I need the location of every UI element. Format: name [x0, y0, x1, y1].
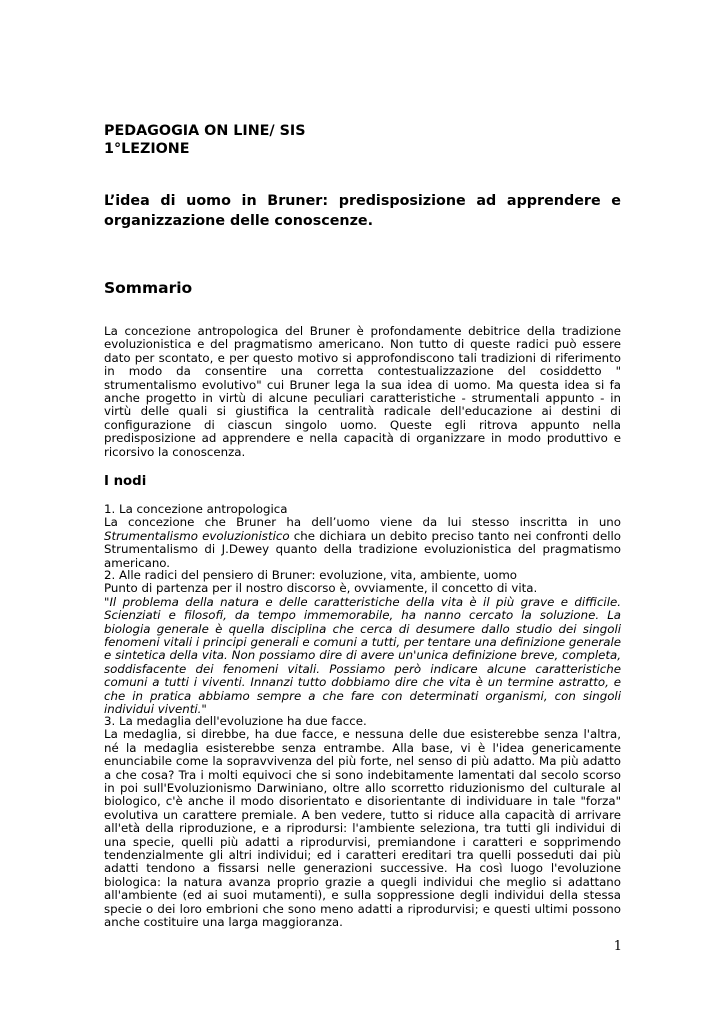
quote-text-part2: biologia generale è quella disciplina che cerca di desumere dallo studio dei singoli fenomeni vitali i principi generali e comuni a tutti, per tentare una definizione generale e sintetica della vita. Non possiamo dire di avere un'unica definizione breve, completa, soddisfacente dei fenomeni vitali. Possiamo però indicare alcune caratteristiche comuni a tutti i viventi. Innanzi tutto dobbiamo dire che vita è un termine astratto, e che in pratica abbiamo sempre a che fare con determinati organismi, con singoli individui viventi. — [104, 621, 621, 717]
section-3-paragraph: La medaglia, si direbbe, ha due facce, e nessuna delle due esisterebbe senza l'altra, né la medaglia esisterebbe senza entrambe. Alla base, vi è l'idea genericamente enunciabile come la sopravvivenza del più forte, nel senso di più adatto. Ma più adatto a che cosa? Tra i molti equivoci che si sono indebitamente lamentati dal secolo scorso in poi sull'Evoluzionismo Darwiniano, oltre allo scorretto riduzionismo del culturale al biologico, c'è anche il modo disorientato e disorientante di individuare in tale "forza" evolutiva un carattere premiale. A ben vedere, tutto si riduce alla capacità di arrivare all'età della riproduzione, e a riprodursi: l'ambiente seleziona, tra tutti gli individui di una specie, quelli più adatti a riprodurvisi, premiandone i caratteri e sopprimendo tendenzialmente gli altri individui; ed i caratteri ereditari tra quelli posseduti dai più adatti tendono a fissarsi nelle generazioni successive. Ha così luogo l'evoluzione biologica: la natura avanza proprio grazie a quegli individui che meglio si adattano all'ambiente (ed ai suoi mutamenti), e sulla soppressione degli individui della stessa specie o dei loro embrioni che sono meno adatti a riprodurvisi; e questi ultimi possono anche costituire una larga maggioranza. — [104, 727, 621, 930]
lesson-title: L’idea di uomo in Bruner: predisposizione ad apprendere e organizzazione delle conoscenze. — [104, 193, 621, 229]
section-1-title: 1. La concezione antropologica — [104, 502, 288, 516]
section-3 — [104, 715, 621, 930]
quote-open-mark: " — [104, 594, 110, 609]
section-1-text-before: La concezione che Bruner ha dell’uomo viene da lui stesso inscritta in uno — [104, 515, 621, 530]
summary-paragraph: La concezione antropologica del Bruner è profondamente debitrice della tradizione evoluzionistica e del pragmatismo americano. Non tutto di queste radici può essere dato per scontato, e per questo motivo si approfondiscono tali tradizioni di riferimento in modo da consentire una corretta contestualizzazione del cosiddetto " strumentalismo evolutivo" cui Bruner lega la sua idea di uomo. Ma questa idea si fa anche progetto in virtù di alcune peculiari caratteristiche - strumentali appunto - in virtù delle quali si giustifica la centralità radicale dell'educazione ai destini di configurazione di ciascun singolo uomo. Queste egli ritrova appunto nella predisposizione ad apprendere e nella capacità di organizzare in modo produttivo e ricorsivo la conoscenza. — [104, 324, 621, 459]
section-1-paragraph — [104, 516, 621, 570]
nodes-heading: I nodi — [104, 474, 147, 489]
section-1-italic-term: Strumentalismo evoluzionistico — [104, 528, 290, 543]
summary-heading: Sommario — [104, 279, 193, 297]
quote-close-mark: " — [201, 702, 207, 717]
section-1 — [104, 503, 621, 570]
section-2-intro: Punto di partenza per il nostro discorso è, ovviamente, il concetto di vita. — [104, 581, 538, 596]
page-number: 1 — [613, 939, 622, 954]
course-header-line2: 1°LEZIONE — [104, 141, 190, 157]
course-header-line1: PEDAGOGIA ON LINE/ SIS — [104, 123, 306, 139]
section-1-text-after: che dichiara un debito preciso tanto nei confronti dello Strumentalismo di J.Dewey quanto della tradizione evoluzionistica del pragmatismo americano. — [104, 528, 621, 570]
course-header — [104, 122, 621, 158]
section-2 — [104, 569, 621, 716]
section-2-quote — [104, 596, 621, 717]
section-3-title: 3. La medaglia dell'evoluzione ha due facce. — [104, 714, 367, 728]
section-2-title: 2. Alle radici del pensiero di Bruner: evoluzione, vita, ambiente, uomo — [104, 568, 518, 582]
quote-text-part1: Il problema della natura e delle caratteristiche della vita è il più grave e difficile. Scienziati e filosofi, da tempo immemorabile, ha nanno cercato la soluzione. La — [104, 594, 621, 623]
